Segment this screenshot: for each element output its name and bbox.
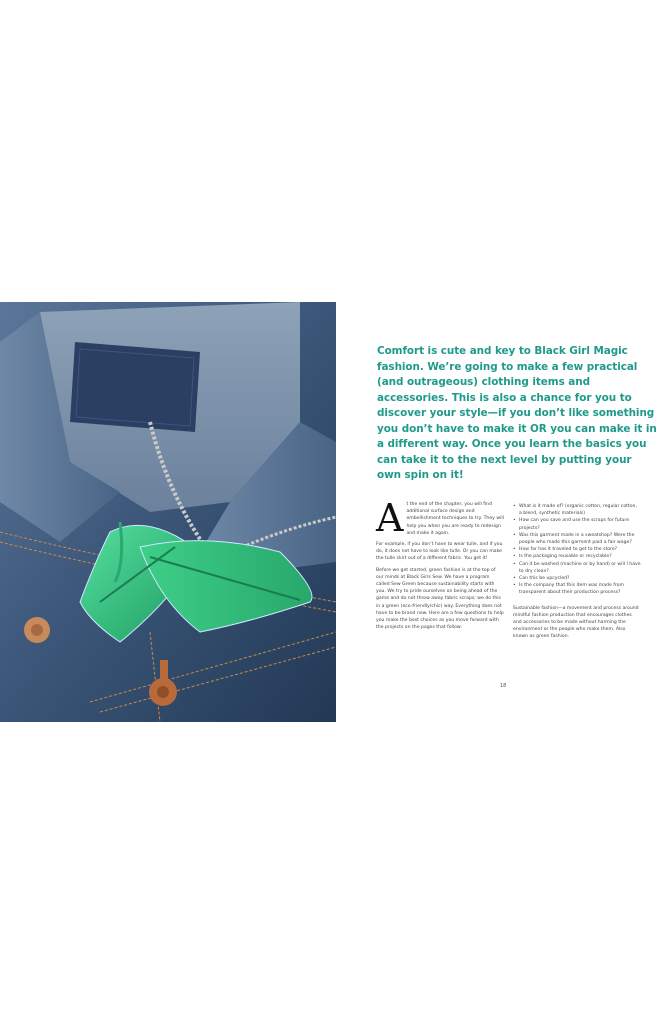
left-text-column	[376, 496, 504, 635]
intro-paragraph: At the end of the chapter, you will find additional surface design and embellishment techniques to try. They will help you when you are ready to redesign and make it again.	[376, 496, 504, 540]
questions-list	[513, 503, 641, 597]
right-text-column	[513, 503, 641, 641]
list-item: • Can this be upcycled?	[519, 575, 641, 582]
example-paragraph: For example, if you don’t have to wear tulle, and if you do, it does not have to look like tulle. Or you can make the tulle skirt out of a different fabric. You get it!	[376, 542, 503, 562]
page-number: 18	[500, 683, 507, 689]
list-item: • Was this garment made in a sweatshop? Were the people who made this garment paid a fair wage?	[519, 532, 641, 546]
list-item: • Is the packaging reusable or recyclable?	[519, 553, 641, 560]
denim-jacket-photo	[0, 302, 336, 722]
list-item: • How far has it traveled to get to the store?	[519, 546, 641, 553]
list-item: • Is the company that this item was made from transparent about their production process?	[519, 582, 641, 596]
sustainable-fashion-definition: Sustainable fashion—a movement and process around mindful fashion production that encourages clothes and accessories to be made without harming the environment or the people who make them. Also known as green fashion.	[513, 605, 639, 640]
drop-cap: A	[376, 496, 404, 540]
lead-paragraph: Comfort is cute and key to Black Girl Magic fashion. We’re going to make a few practical (and outrageous) clothing items and accessories. This is also a chance for you to discover your style—if you don’t like something you don’t have to make it OR you can make it in a different way. Once you learn the basics you can take it to the next level by putting your own spin on it!	[377, 345, 657, 481]
list-item: • What is it made of? (organic cotton, regular cotton, a blend, synthetic materials)	[519, 503, 641, 517]
list-item: • Can it be washed (machine or by hand) or will I have to dry clean?	[519, 561, 641, 575]
list-item: • How can you save and use the scraps for future projects?	[519, 517, 641, 531]
green-fashion-paragraph: Before we get started, green fashion is at the top of our minds at Black Girls Sew. We have a program called Sew Green because sustainability starts with you. We try to pride ourselves on being ahead of the game and do not throw away fabric scraps; we do this in a green (eco-friendly/chic) way. Everything does not have to be brand new. Here are a few questions to help you make the best choices as you move forward with the projects on the pages that follow:	[376, 567, 504, 631]
